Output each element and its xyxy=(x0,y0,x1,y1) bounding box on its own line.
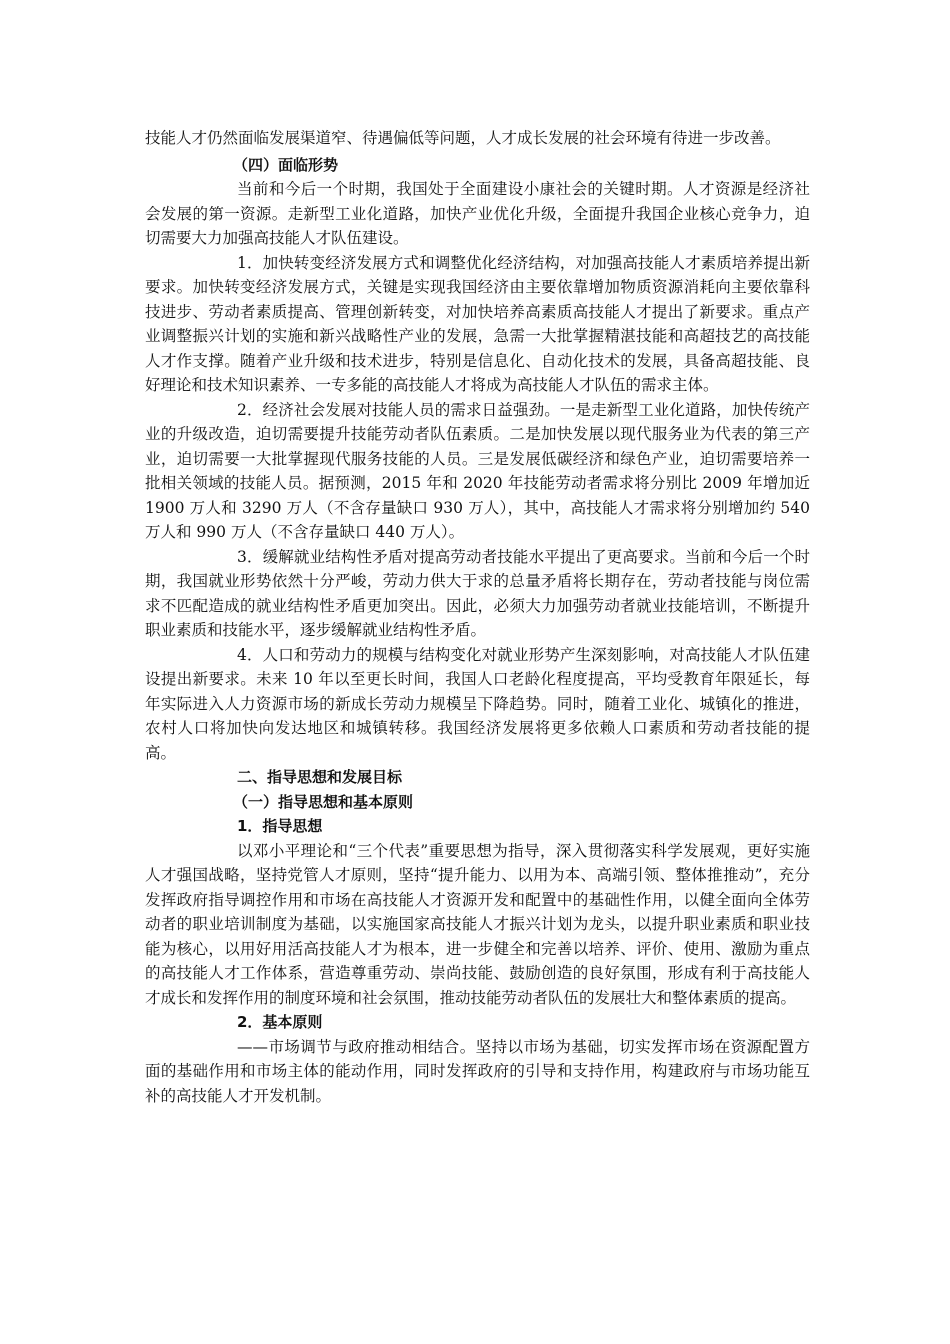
paragraph-guiding-thought: 以邓小平理论和“三个代表”重要思想为指导，深入贯彻落实科学发展观，更好实施人才强国战略，坚持党管人才原则，坚持“提升能力、以用为本、高端引领、整体推推动”，充分发挥政府指导调控作用和市场在高技能人才资源开发和配置中的基础性作用，以健全面向全体劳动者的职业培训制度为基础，以实施国家高技能人才振兴计划为龙头，以提升职业素质和职业技能为核心，以用好用活高技能人才为根本，进一步健全和完善以培养、评价、使用、激励为重点的高技能人才工作体系，营造尊重劳动、崇尚技能、鼓励创造的良好氛围，形成有利于高技能人才成长和发挥作用的制度环境和社会氛围，推动技能劳动者队伍的发展壮大和整体素质的提高。 xyxy=(145,841,810,1007)
heading-guiding-thought: 1．指导思想 xyxy=(237,817,323,835)
heading-situation: （四）面临形势 xyxy=(233,155,339,174)
heading-section-2: 二、指导思想和发展目标 xyxy=(237,768,403,786)
paragraph-situation: 当前和今后一个时期，我国处于全面建设小康社会的关键时期。人才资源是经济社会发展的第一资源。走新型工业化道路，加快产业优化升级，全面提升我国企业核心竞争力，迫切需要大力加强高技能人才队伍建设。 xyxy=(145,180,810,247)
paragraph-item-1: 1．加快转变经济发展方式和调整优化经济结构，对加强高技能人才素质培养提出新要求。加快转变经济发展方式，关键是实现我国经济由主要依靠增加物质资源消耗向主要依靠科技进步、劳动者素质提高、管理创新转变，对加快培养高素质高技能人才提出了新要求。重点产业调整振兴计划的实施和新兴战略性产业的发展，急需一大批掌握精湛技能和高超技艺的高技能人才作支撑。随着产业升级和技术进步，特别是信息化、自动化技术的发展，具备高超技能、良好理论和技术知识素养、一专多能的高技能人才将成为高技能人才队伍的需求主体。 xyxy=(145,253,810,394)
heading-subsection-1: （一）指导思想和基本原则 xyxy=(233,792,414,811)
heading-basic-principles: 2．基本原则 xyxy=(237,1013,323,1031)
document-page xyxy=(145,126,810,1108)
paragraph-item-4: 4．人口和劳动力的规模与结构变化对就业形势产生深刻影响，对高技能人才队伍建设提出新要求。未来 10 年以至更长时间，我国人口老龄化程度提高，平均受教育年限延长，每年实际进入人力资源市场的新成长劳动力规模呈下降趋势。同时，随着工业化、城镇化的推进，农村人口将加快向发达地区和城镇转移。我国经济发展将更多依赖人口素质和劳动者技能的提高。 xyxy=(145,645,810,762)
paragraph-principle-1: ——市场调节与政府推动相结合。坚持以市场为基础，切实发挥市场在资源配置方面的基础作用和市场主体的能动作用，同时发挥政府的引导和支持作用，构建政府与市场功能互补的高技能人才开发机制。 xyxy=(145,1037,810,1105)
paragraph-continuation: 技能人才仍然面临发展渠道窄、待遇偏低等问题，人才成长发展的社会环境有待进一步改善。 xyxy=(145,129,781,147)
paragraph-item-2: 2．经济社会发展对技能人员的需求日益强劲。一是走新型工业化道路，加快传统产业的升级改造，迫切需要提升技能劳动者队伍素质。二是加快发展以现代服务业为代表的第三产业，迫切需要一大批掌握现代服务技能的人员。三是发展低碳经济和绿色产业，迫切需要培养一批相关领域的技能人员。据预测，2015 年和 2020 年技能劳动者需求将分别比 2009 年增加近 1900 万人和 3290 万人（不含存量缺口 930 万人），其中，高技能人才需求将分别增加约 540 万人和 990 万人（不含存量缺口 440 万人）。 xyxy=(145,400,810,541)
paragraph-item-3: 3．缓解就业结构性矛盾对提高劳动者技能水平提出了更高要求。当前和今后一个时期，我国就业形势依然十分严峻，劳动力供大于求的总量矛盾将长期存在，劳动者技能与岗位需求不匹配造成的就业结构性矛盾更加突出。因此，必须大力加强劳动者就业技能培训，不断提升职业素质和技能水平，逐步缓解就业结构性矛盾。 xyxy=(145,547,810,639)
